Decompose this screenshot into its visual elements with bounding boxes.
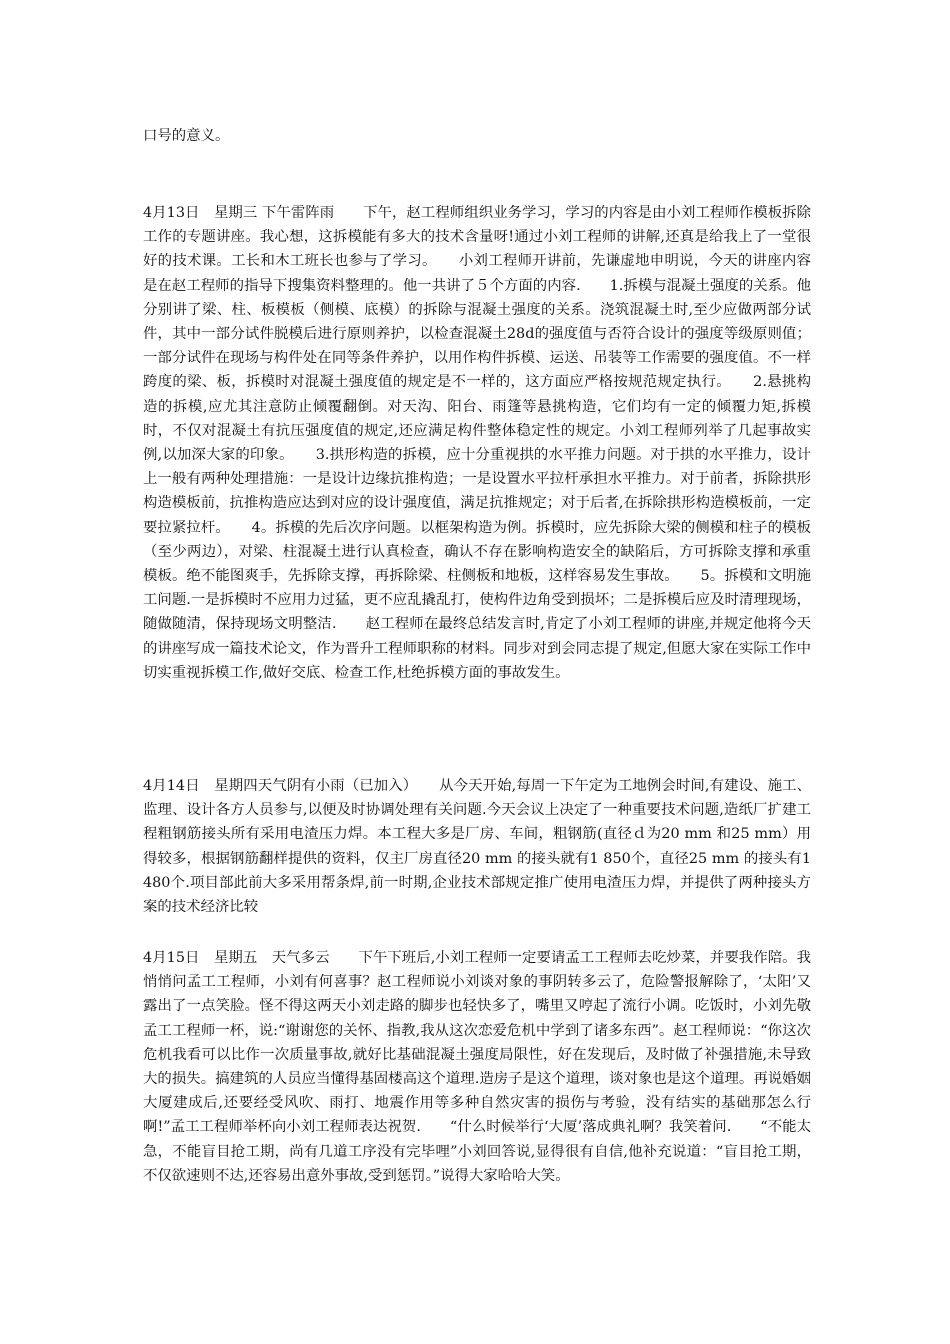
diary-entry-april-15: 4月15日 星期五 天气多云 下午下班后,小刘工程师一定要请孟工工程师去吃炒菜，并要我作陪。我悄悄问孟工工程师，小刘有何喜事？赵工程师说小刘谈对象的事阴转多云了，危险警报解除了，‘太阳’又露出了一点笑脸。怪不得这两天小刘走路的脚步也轻快多了，嘴里又哼起了流行小调。吃饭时，小刘先敬孟工工程师一杯，说:“谢谢您的关怀、指教,我从这次恋爱危机中学到了诸多东西”。赵工程师说：“你这次危机我看可以比作一次质量事故,就好比基础混凝土强度局限性，好在发现后，及时做了补强措施,未导致大的损失。搞建筑的人员应当懂得基固楼高这个道理.造房子是这个道理，谈对象也是这个道理。再说婚姻大厦建成后,还要经受风吹、雨打、地震作用等多种自然灾害的损伤与考验，没有结实的基础那怎么行啊!”孟工工程师举杯向小刘工程师表达祝贺. “什么时候举行‘大厦’落成典礼啊？我笑着问. “不能太急，不能盲目抢工期，尚有几道工序没有完毕哩”小刘回答说,显得很有自信,他补充说道：“盲目抢工期，不仅欲速则不达,还容易出意外事故,受到惩罚。”说得大家哈哈大笑。 (143, 950, 811, 1184)
diary-entry-april-14: 4月14日 星期四天气阴有小雨（已加入） 从今天开始,每周一下午定为工地例会时间,有建设、施工、监理、设计各方人员参与,以便及时协调处理有关问题.今天会议上决定了一种重要技术问题,造纸厂扩建工程粗钢筋接头所有采用电渣压力焊。本工程大多是厂房、车间，粗钢筋(直径ｄ为20 mm 和25 mm）用得较多，根据钢筋翻样提供的资料，仅主厂房直径20 mm 的接头就有1 850个，直径25 mm 的接头有1 480个.项目部此前大多采用帮条焊,前一时期,企业技术部规定推广使用电渣压力焊，并提供了两种接头方案的技术经济比较 (143, 778, 816, 916)
diary-entry-april-13: 4月13日 星期三 下午雷阵雨 下午，赵工程师组织业务学习，学习的内容是由小刘工程师作模板拆除工作的专题讲座。我心想，这拆模能有多大的技术含量呀!通过小刘工程师的讲解,还真是给我上了一堂很好的技术课。工长和木工班长也参与了学习。 小刘工程师开讲前，先谦虚地申明说，今天的讲座内容是在赵工程师的指导下搜集资料整理的。他一共讲了５个方面的内容. 1.拆模与混凝土强度的关系。他分别讲了梁、柱、板模板（侧模、底模）的拆除与混凝土强度的关系。浇筑混凝土时,至少应做两部分试件，其中一部分试件脱模后进行原则养护，以检查混凝土28d的强度值与否符合设计的强度等级原则值；一部分试件在现场与构件处在同等条件养护，以用作构件拆模、运送、吊装等工作需要的强度值。不一样跨度的梁、板，拆模时对混凝土强度值的规定是不一样的，这方面应严格按规范规定执行。 2.悬挑构造的拆模,应尤其注意防止倾覆翻倒。对天沟、阳台、雨篷等悬挑构造，它们均有一定的倾覆力矩,拆模时，不仅对混凝土有抗压强度值的规定,还应满足构件整体稳定性的规定。小刘工程师列举了几起事故实例,以加深大家的印象。 3.拱形构造的拆模，应十分重视拱的水平推力问题。对于拱的水平推力，设计上一般有两种处理措施：一是设计边缘抗推构造；一是设置水平拉杆承担水平推力。对于前者，拆除拱形构造模板前，抗推构造应达到对应的设计强度值，满足抗推规定；对于后者,在拆除拱形构造模板前，一定要拉紧拉杆。 4。拆模的先后次序问题。以框架构造为例。拆模时，应先拆除大梁的侧模和柱子的模板（至少两边），对梁、柱混凝土进行认真检查，确认不存在影响构造安全的缺陷后，方可拆除支撑和承重模板。绝不能图爽手，先拆除支撑，再拆除梁、柱侧板和地板，这样容易发生事故。 5。拆模和文明施工问题.一是拆模时不应用力过猛，更不应乱撬乱打，使构件边角受到损坏；二是拆模后应及时清理现场，随做随清，保持现场文明整洁. 赵工程师在最终总结发言时,肯定了小刘工程师的讲座,并规定他将今天的讲座写成一篇技术论文，作为晋升工程师职称的材料。同步对到会同志提了规定,但愿大家在实际工作中切实重视拆模工作,做好交底、检查工作,杜绝拆模方面的事故发生。 (143, 205, 811, 681)
intro-paragraph: 口号的意义。 (143, 128, 230, 144)
